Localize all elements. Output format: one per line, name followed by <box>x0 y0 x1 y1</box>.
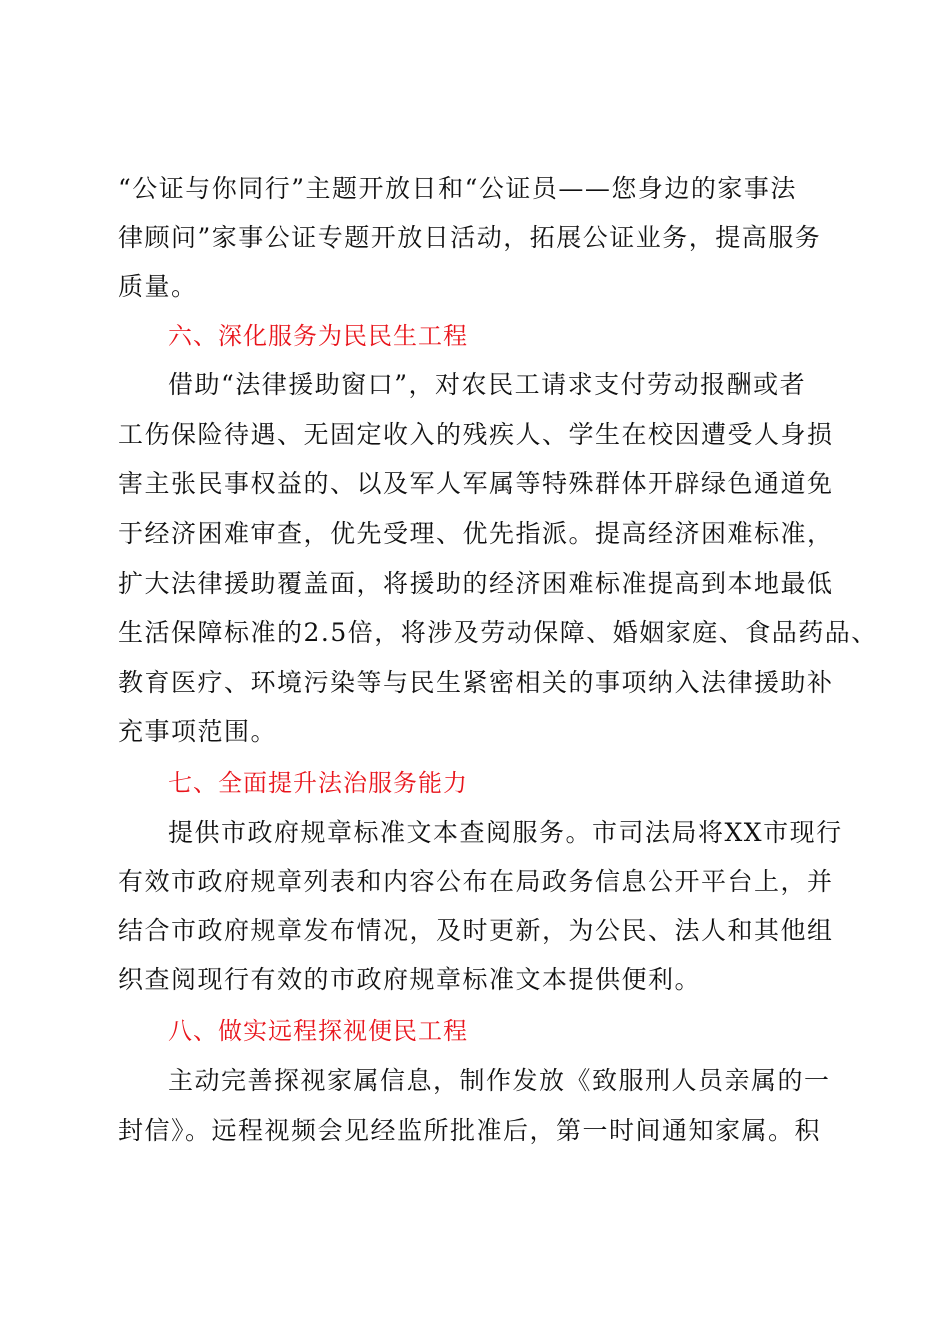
paragraph-line: 借助“法律援助窗口”，对农民工请求支付劳动报酬或者 <box>168 370 807 399</box>
paragraph-line: 织查阅现行有效的市政府规章标准文本提供便利。 <box>118 965 702 994</box>
paragraph-line: 工伤保险待遇、无固定收入的残疾人、学生在校因遭受人身损 <box>118 420 834 449</box>
paragraph-line: 提供市政府规章标准文本查阅服务。市司法局将XX市现行 <box>168 818 843 847</box>
paragraph-line: 扩大法律援助覆盖面，将援助的经济困难标准提高到本地最低 <box>118 569 834 598</box>
paragraph-line: 生活保障标准的2.5倍，将涉及劳动保障、婚姻家庭、食品药品、 <box>118 618 878 647</box>
paragraph-line: 封信》。远程视频会见经监所批准后，第一时间通知家属。积 <box>118 1116 822 1145</box>
paragraph-line: 教育医疗、环境污染等与民生紧密相关的事项纳入法律援助补 <box>118 668 834 697</box>
paragraph-line: “公证与你同行”主题开放日和“公证员——您身边的家事法 <box>118 174 797 203</box>
paragraph-line: 律顾问”家事公证专题开放日活动，拓展公证业务，提高服务 <box>118 223 822 252</box>
paragraph-line: 于经济困难审查，优先受理、优先指派。提高经济困难标准， <box>118 519 834 548</box>
section-heading-8: 八、做实远程探视便民工程 <box>168 1017 468 1045</box>
paragraph-line: 结合市政府规章发布情况，及时更新，为公民、法人和其他组 <box>118 916 834 945</box>
paragraph-line: 害主张民事权益的、以及军人军属等特殊群体开辟绿色通道免 <box>118 469 834 498</box>
paragraph-line: 充事项范围。 <box>118 717 278 746</box>
paragraph-line: 主动完善探视家属信息，制作发放《致服刑人员亲属的一 <box>168 1066 831 1095</box>
paragraph-line: 有效市政府规章列表和内容公布在局政务信息公开平台上，并 <box>118 867 834 896</box>
paragraph-line: 质量。 <box>118 272 198 301</box>
section-heading-6: 六、深化服务为民民生工程 <box>168 322 468 350</box>
section-heading-7: 七、全面提升法治服务能力 <box>168 769 468 797</box>
